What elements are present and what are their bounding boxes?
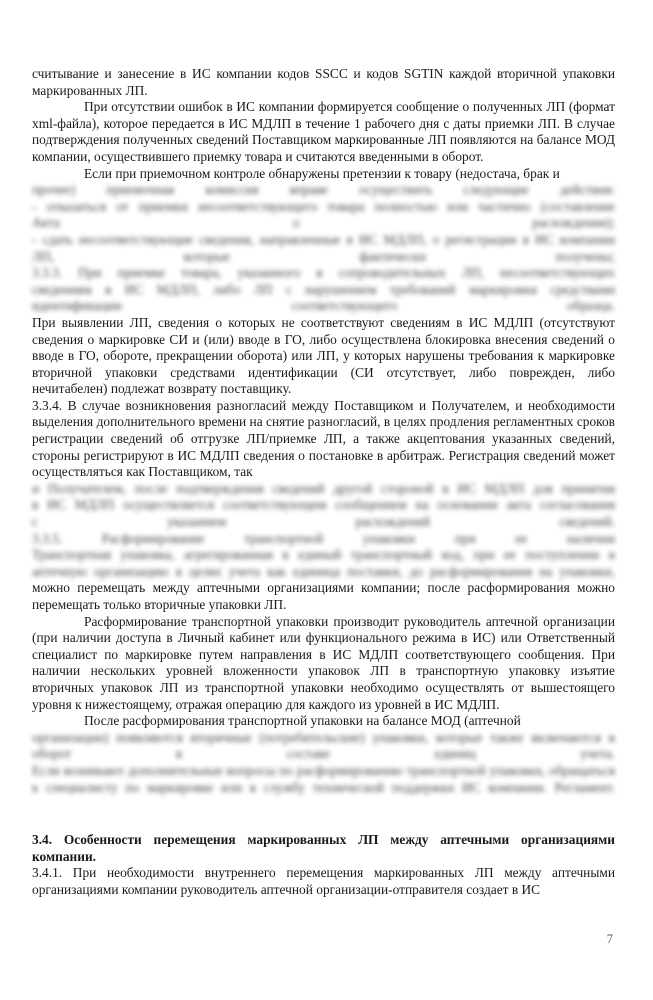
redacted-line: - отказаться от приемки несоответствующего товара полностью или частично (составление	[32, 198, 615, 214]
section-heading: 3.4. Особенности перемещения маркированных ЛП между аптечными организациями компании.	[32, 832, 615, 864]
redacted-line: Акта о расхождении);	[32, 215, 615, 231]
spacer	[32, 796, 615, 832]
paragraph: При выявлении ЛП, сведения о которых не соответствуют сведениям в ИС МДЛП (отсутствуют сведения о маркировке СИ и (или) вводе в ГО, либо осуществлена блокировка внесения сведений о вводе в ГО, обороте, прекращении оборота) или ЛП, у которых нарушены требования к маркировке вторичной упаковки средствами идентификации (СИ отсутствует, либо поврежден, либо нечитабелен) подлежат возврату поставщику.	[32, 314, 615, 397]
redacted-line: оборот в составе единиц учета.	[32, 746, 615, 762]
redacted-text-block	[32, 730, 615, 796]
redacted-line: 3.3.3. При приемке товара, указанного в сопроводительных ЛП, несоответствующих	[32, 265, 615, 281]
redacted-line: и Получателем, после подтверждения сведений другой стороной в ИС МДЛП для принятия	[32, 480, 615, 496]
paragraph: При отсутствии ошибок в ИС компании формируется сообщение о полученных ЛП (формат xml-файла), которое передается в ИС МДЛП в течение 1 рабочего дня с даты приемки ЛП. В случае подтверждения полученных сведений Поставщиком маркированные ЛП появляются на балансе МОД компании, осуществившего приемку товара и считаются введенными в оборот.	[32, 99, 615, 164]
redacted-line: идентификации соответствующего образца.	[32, 298, 615, 314]
paragraph: 3.4.1. При необходимости внутреннего перемещения маркированных ЛП между аптечными организациями компании руководитель аптечной организации-отправителя создает в ИС	[32, 865, 615, 897]
redacted-line: с указанием расхождений сведений.	[32, 514, 615, 530]
redacted-line: аптечную организацию в целях учета как единица поставки, до расформирования на упаковки,	[32, 563, 615, 579]
redacted-line: организации) появляются вторичные (потребительские) упаковки, которые также включаются в	[32, 729, 615, 745]
redacted-line: - сдать несоответствующие сведения, направленные в ИС МДЛП, о регистрации в ИС компании	[32, 231, 615, 247]
redacted-line: в ИС МДЛП осуществляется соответствующим сообщением на основании акта согласования	[32, 497, 615, 513]
paragraph: Расформирование транспортной упаковки производит руководитель аптечной организации (при наличии доступа в Личный кабинет или функционального режима в ИС) или Ответственный специалист по маркировке путем направления в ИС МДЛП соответствующего сообщения. При наличии нескольких уровней вложенности упаковок ЛП в транспортную упаковку изъятие вторичных упаковок ЛП из транспортной упаковки необходимо осуществлять от вышестоящего уровня к нижестоящему, отражая операцию для каждого из уровней в ИС МДЛП.	[32, 613, 615, 712]
page-number: 7	[606, 932, 613, 946]
redacted-line: к специалисту по маркировке или в службу технической поддержки ИС компании. Регламент.	[32, 779, 615, 795]
redacted-text-block	[32, 481, 615, 581]
paragraph: Если при приемочном контроле обнаружены претензии к товару (недостача, брак и	[84, 165, 560, 181]
redacted-line: прочее) приемочная комиссия вправе осуществить следующие действия:	[32, 182, 615, 198]
redacted-line: ЛП, которые фактически получены;	[32, 248, 615, 264]
paragraph: можно перемещать между аптечными организациями компании; после расформирования можно перемещать только вторичные упаковки ЛП.	[32, 580, 615, 612]
redacted-line: Транспортная упаковка, агрегированная в единый транспортный код, при ее поступлении в	[32, 547, 615, 563]
redacted-line: Если возникают дополнительные вопросы по расформированию транспортной упаковки, обращаться	[32, 762, 615, 778]
redacted-line: 3.3.5. Расформирование транспортной упаковки при ее наличии	[32, 530, 615, 546]
redacted-text-block	[32, 182, 615, 315]
redacted-line: сведениям в ИС МДЛП, либо ЛП с нарушением требований маркировки средствами	[32, 281, 615, 297]
paragraph: После расформирования транспортной упаковки на балансе МОД (аптечной	[84, 713, 521, 729]
document-body	[32, 66, 615, 899]
paragraph: 3.3.4. В случае возникновения разногласий между Поставщиком и Получателем, и необходимости выделения дополнительного времени на снятие разногласий, в целях продления регламентных сроков регистрации сведений об отгрузке ЛП/приемке ЛП, а также акцептования указанных сведений, стороны регистрируют в ИС МДЛП сведения о постановке в арбитраж. Регистрация сведений может осуществляться как Поставщиком, так	[32, 397, 615, 480]
paragraph: считывание и занесение в ИС компании кодов SSCC и кодов SGTIN каждой вторичной упаковки маркированных ЛП.	[32, 66, 615, 98]
